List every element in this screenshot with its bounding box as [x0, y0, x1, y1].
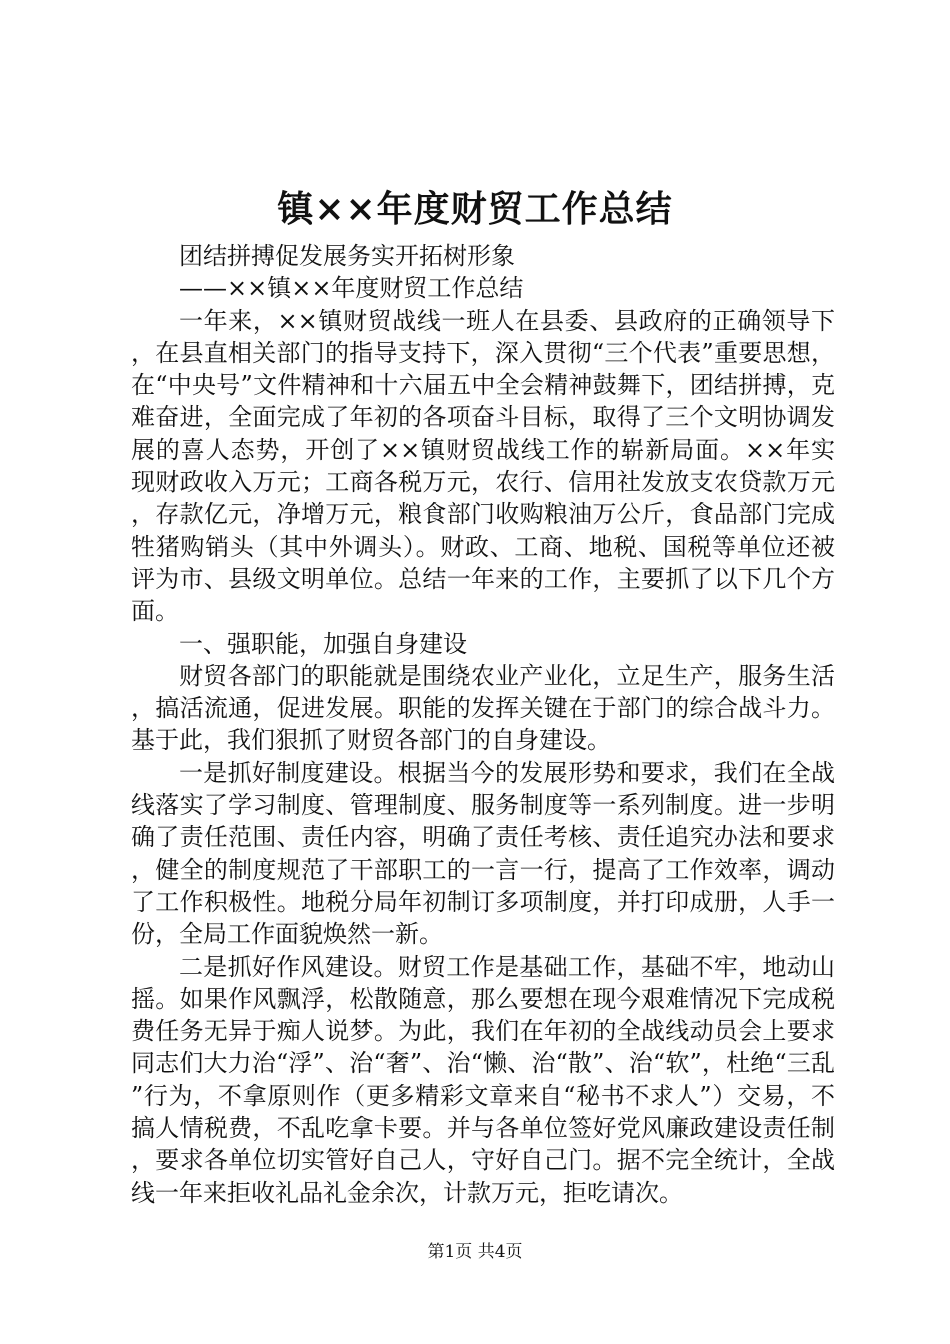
document-title: 镇××年度财贸工作总结 — [277, 188, 673, 230]
page-number-footer: 第1页 共4页 — [427, 1242, 523, 1262]
section-heading: 一、强职能，加强自身建设 — [179, 629, 467, 658]
subtitle-line: 团结拼搏促发展务实开拓树形象 — [179, 242, 515, 270]
paragraph-style-building: 二是抓好作风建设。财贸工作是基础工作，基础不牢，地动山摇。如果作风飘浮，松散随意，那么要想在现今艰难情况下完成税费任务无异于痴人说梦。为此，我们在年初的全战线动员会上要求同志们大力治“浮”、治“奢”、治“懒、治“散”、治“软”，杜绝“三乱”行为，不拿原则作（更多精彩文章来自“秘书不求人”）交易，不搞人情税费，不乱吃拿卡要。并与各单位签好党风廉政建设责任制，要求各单位切实管好自己人，守好自己门。据不完全统计，全战线一年来拒收礼品礼金余次，计款万元，拒吃请次。 — [131, 952, 835, 1207]
paragraph-intro: 一年来，××镇财贸战线一班人在县委、县政府的正确领导下，在县直相关部门的指导支持下，深入贯彻“三个代表”重要思想，在“中央号”文件精神和十六届五中全会精神鼓舞下，团结拼搏，克难奋进，全面完成了年初的各项奋斗目标，取得了三个文明协调发展的喜人态势，开创了××镇财贸战线工作的崭新局面。××年实现财政收入万元；工商各税万元，农行、信用社发放支农贷款万元，存款亿元，净增万元，粮食部门收购粮油万公斤，食品部门完成牲猪购销头（其中外调头）。财政、工商、地税、国税等单位还被评为市、县级文明单位。总结一年来的工作，主要抓了以下几个方面。 — [131, 306, 835, 626]
paragraph-functions: 财贸各部门的职能就是围绕农业产业化，立足生产，服务生活，搞活流通，促进发展。职能的发挥关键在于部门的综合战斗力。基于此，我们狠抓了财贸各部门的自身建设。 — [131, 661, 835, 755]
subtitle-secondary-line: ——××镇××年度财贸工作总结 — [179, 274, 524, 303]
document-body — [131, 240, 835, 1209]
paragraph-system-building: 一是抓好制度建设。根据当今的发展形势和要求，我们在全战线落实了学习制度、管理制度、服务制度等一系列制度。进一步明确了责任范围、责任内容，明确了责任考核、责任追究办法和要求，健全的制度规范了干部职工的一言一行，提高了工作效率，调动了工作积极性。地税分局年初制订多项制度，并打印成册，人手一份，全局工作面貌焕然一新。 — [131, 758, 835, 949]
